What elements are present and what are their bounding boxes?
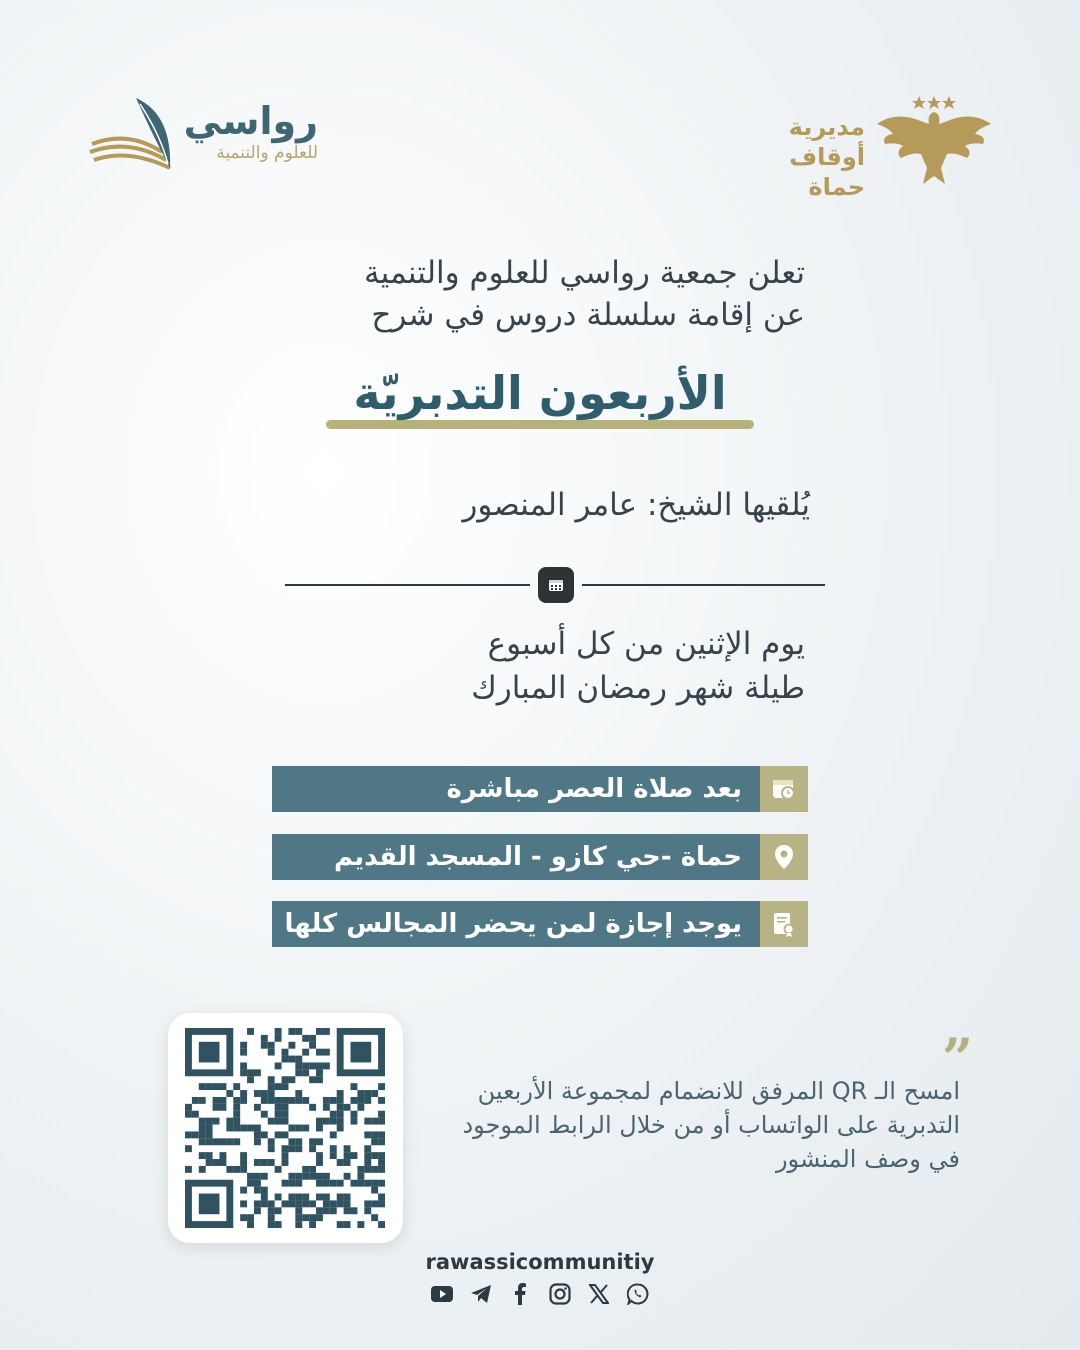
eagle-emblem-icon — [875, 92, 993, 188]
awqaf-brand — [730, 112, 865, 202]
location-pin-icon — [760, 834, 808, 880]
title-block — [320, 362, 760, 442]
rawassi-logo — [88, 92, 328, 182]
awqaf-name: مديرية أوقاف — [788, 113, 865, 171]
qr-card[interactable] — [168, 1013, 403, 1243]
rawassi-name: رواسي — [183, 99, 318, 143]
intro-line-1: تعلن جمعية رواسي للعلوم والتنمية — [363, 255, 805, 291]
awqaf-logo — [730, 92, 995, 201]
youtube-icon[interactable] — [430, 1282, 454, 1306]
detail-time-text: بعد صلاة العصر مباشرة — [446, 774, 742, 804]
intro-line-2: عن إقامة سلسلة دروس في شرح — [371, 297, 805, 333]
instagram-icon[interactable] — [548, 1282, 572, 1306]
social-handle[interactable]: rawassicommunitiy — [425, 1250, 655, 1274]
detail-certificate — [272, 901, 808, 947]
rawassi-brand — [178, 100, 318, 164]
detail-location-text: حماة -حي كازو - المسجد القديم — [333, 842, 742, 872]
schedule-line-1: يوم الإثنين من كل أسبوع — [487, 626, 805, 662]
detail-certificate-body — [272, 901, 760, 947]
x-icon[interactable] — [587, 1282, 611, 1306]
intro-text — [270, 252, 805, 336]
whatsapp-icon[interactable] — [626, 1282, 650, 1306]
telegram-icon[interactable] — [469, 1282, 493, 1306]
title-underline — [326, 420, 754, 429]
divider-left — [285, 584, 530, 586]
quill-book-icon — [88, 94, 180, 176]
qr-code[interactable] — [185, 1028, 385, 1228]
qr-instructions: امسح الـ QR المرفق للانضمام لمجموعة الأربعين التدبرية على الواتساب أو من خلال الرابط الموجود في وصف المنشور — [462, 1077, 960, 1173]
rawassi-subtitle: للعلوم والتنمية — [216, 143, 318, 163]
page-title: الأربعون التدبريّة — [353, 366, 727, 420]
awqaf-city: حماة — [808, 173, 865, 201]
lecturer-line: يُلقيها الشيخ: عامر المنصور — [462, 487, 810, 523]
detail-location — [272, 834, 808, 880]
social-icons — [430, 1280, 650, 1308]
schedule-line-2: طيلة شهر رمضان المبارك — [471, 670, 805, 706]
certificate-icon — [760, 901, 808, 947]
calendar-icon — [538, 567, 574, 603]
calendar-time-icon — [760, 766, 808, 812]
detail-time-body — [272, 766, 760, 812]
quote-mark: ” — [942, 1026, 974, 1090]
divider-right — [582, 584, 825, 586]
facebook-icon[interactable] — [508, 1282, 532, 1306]
detail-time — [272, 766, 808, 812]
schedule-text — [270, 622, 805, 710]
detail-location-body — [272, 834, 760, 880]
detail-certificate-text: يوجد إجازة لمن يحضر المجالس كلها — [284, 909, 742, 939]
